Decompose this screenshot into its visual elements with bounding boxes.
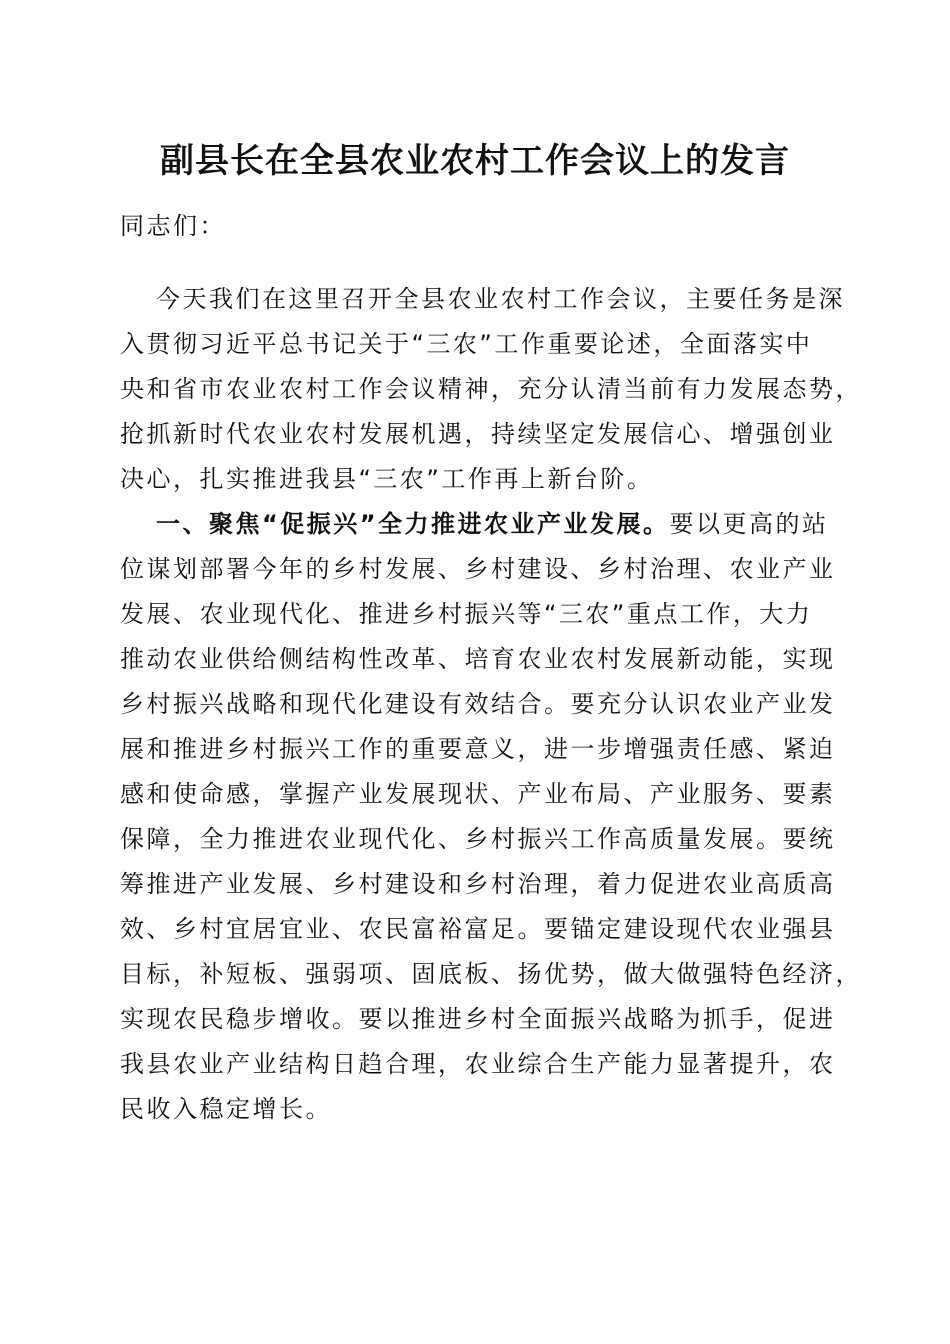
paragraph-1 [120,277,862,502]
paragraph-2-line: 我县农业产业结构日趋合理，农业综合生产能力显著提升，农 [120,1050,836,1078]
paragraph-2-first-line-rest: 要以更高的站 [669,510,829,538]
paragraph-1-line: 今天我们在这里召开全县农业农村工作会议，主要任务是深 [156,285,845,313]
paragraph-2-line: 发展、农业现代化、推进乡村振兴等“三农”重点工作，大力 [120,600,813,628]
section-heading: 一、聚焦“促振兴”全力推进农业产业发展。 [156,510,670,538]
paragraph-1-line: 抢抓新时代农业农村发展机遇，持续坚定发展信心、增强创业 [120,420,836,448]
paragraph-2-line: 目标，补短板、强弱项、固底板、扬优势，做大做强特色经济， [120,960,862,988]
paragraph-2-line: 民收入稳定增长。 [120,1095,332,1123]
paragraph-2-line: 感和使命感，掌握产业发展现状、产业布局、产业服务、要素 [120,780,836,808]
paragraph-1-line: 决心，扎实推进我县“三农”工作再上新台阶。 [120,465,654,493]
paragraph-2-line: 实现农民稳步增收。要以推进乡村全面振兴战略为抓手，促进 [120,1005,836,1033]
paragraph-2-line: 乡村振兴战略和现代化建设有效结合。要充分认识农业产业发 [120,690,836,718]
paragraph-2-line: 保障，全力推进农业现代化、乡村振兴工作高质量发展。要统 [120,825,836,853]
paragraph-2-first-line [120,502,832,547]
paragraph-1-line: 入贯彻习近平总书记关于“三农”工作重要论述，全面落实中 [120,330,813,358]
paragraph-2-line: 推动农业供给侧结构性改革、培育农业农村发展新动能，实现 [120,645,836,673]
paragraph-1-line: 央和省市农业农村工作会议精神，充分认清当前有力发展态势， [120,375,862,403]
paragraph-2-line: 效、乡村宜居宜业、农民富裕富足。要锚定建设现代农业强县 [120,915,836,943]
salutation: 同志们： [120,212,226,240]
paragraph-2-line: 筹推进产业发展、乡村建设和乡村治理，着力促进农业高质高 [120,870,836,898]
paragraph-2-line: 展和推进乡村振兴工作的重要意义，进一步增强责任感、紧迫 [120,735,836,763]
document-title: 副县长在全县农业农村工作会议上的发言 [160,141,790,181]
paragraph-2-line: 位谋划部署今年的乡村发展、乡村建设、乡村治理、农业产业 [120,555,836,583]
paragraph-2 [120,502,862,1132]
